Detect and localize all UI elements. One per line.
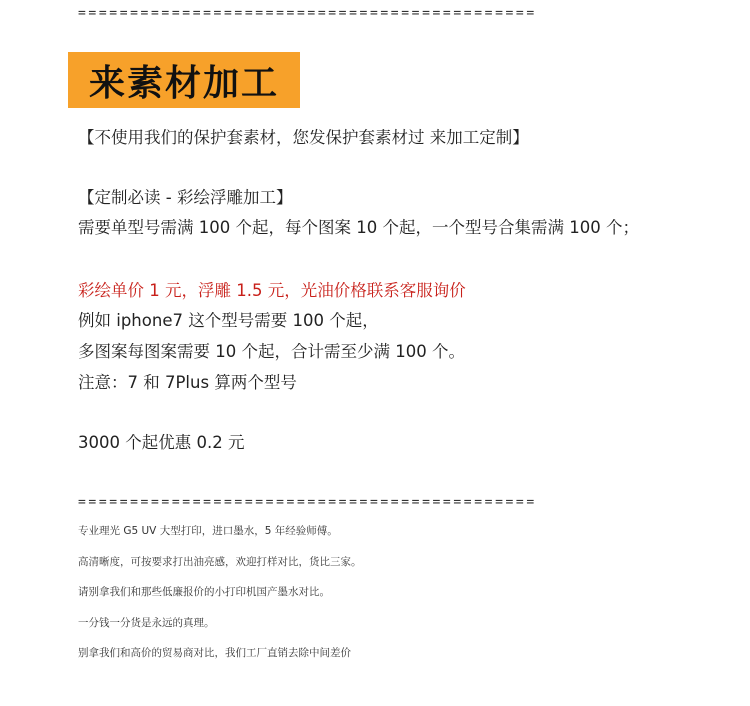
- discount-text: 3000 个起优惠 0.2 元: [78, 433, 245, 452]
- custom-heading: 【定制必读 - 彩绘浮雕加工】: [78, 188, 293, 207]
- feature-line: 请别拿我们和那些低廉报价的小打印机国产墨水对比。: [78, 586, 330, 598]
- feature-line: 别拿我们和高价的贸易商对比，我们工厂直销去除中间差价: [78, 647, 351, 659]
- feature-line: 专业理光 G5 UV 大型打印，进口墨水，5 年经验师傅。: [78, 525, 338, 537]
- notice-text: 【不使用我们的保护套素材，您发保护套素材过 来加工定制】: [78, 128, 529, 147]
- example-text-2: 多图案每图案需要 10 个起，合计需至少满 100 个。: [78, 342, 465, 361]
- feature-line: 高清晰度，可按要求打出油亮感，欢迎打样对比，货比三家。: [78, 556, 362, 568]
- note-text: 注意：7 和 7Plus 算两个型号: [78, 373, 297, 392]
- middle-divider: ============================================: [78, 495, 537, 510]
- top-divider: ============================================: [78, 6, 537, 21]
- banner: [68, 52, 300, 108]
- pricing-text: 彩绘单价 1 元，浮雕 1.5 元，光油价格联系客服询价: [78, 281, 466, 300]
- requirement-text: 需要单型号需满 100 个起，每个图案 10 个起，一个型号合集需满 100 个；: [78, 218, 639, 237]
- feature-line: 一分钱一分货是永远的真理。: [78, 617, 215, 629]
- example-text-1: 例如 iphone7 这个型号需要 100 个起，: [78, 311, 379, 330]
- banner-title: 来素材加工: [88, 62, 279, 104]
